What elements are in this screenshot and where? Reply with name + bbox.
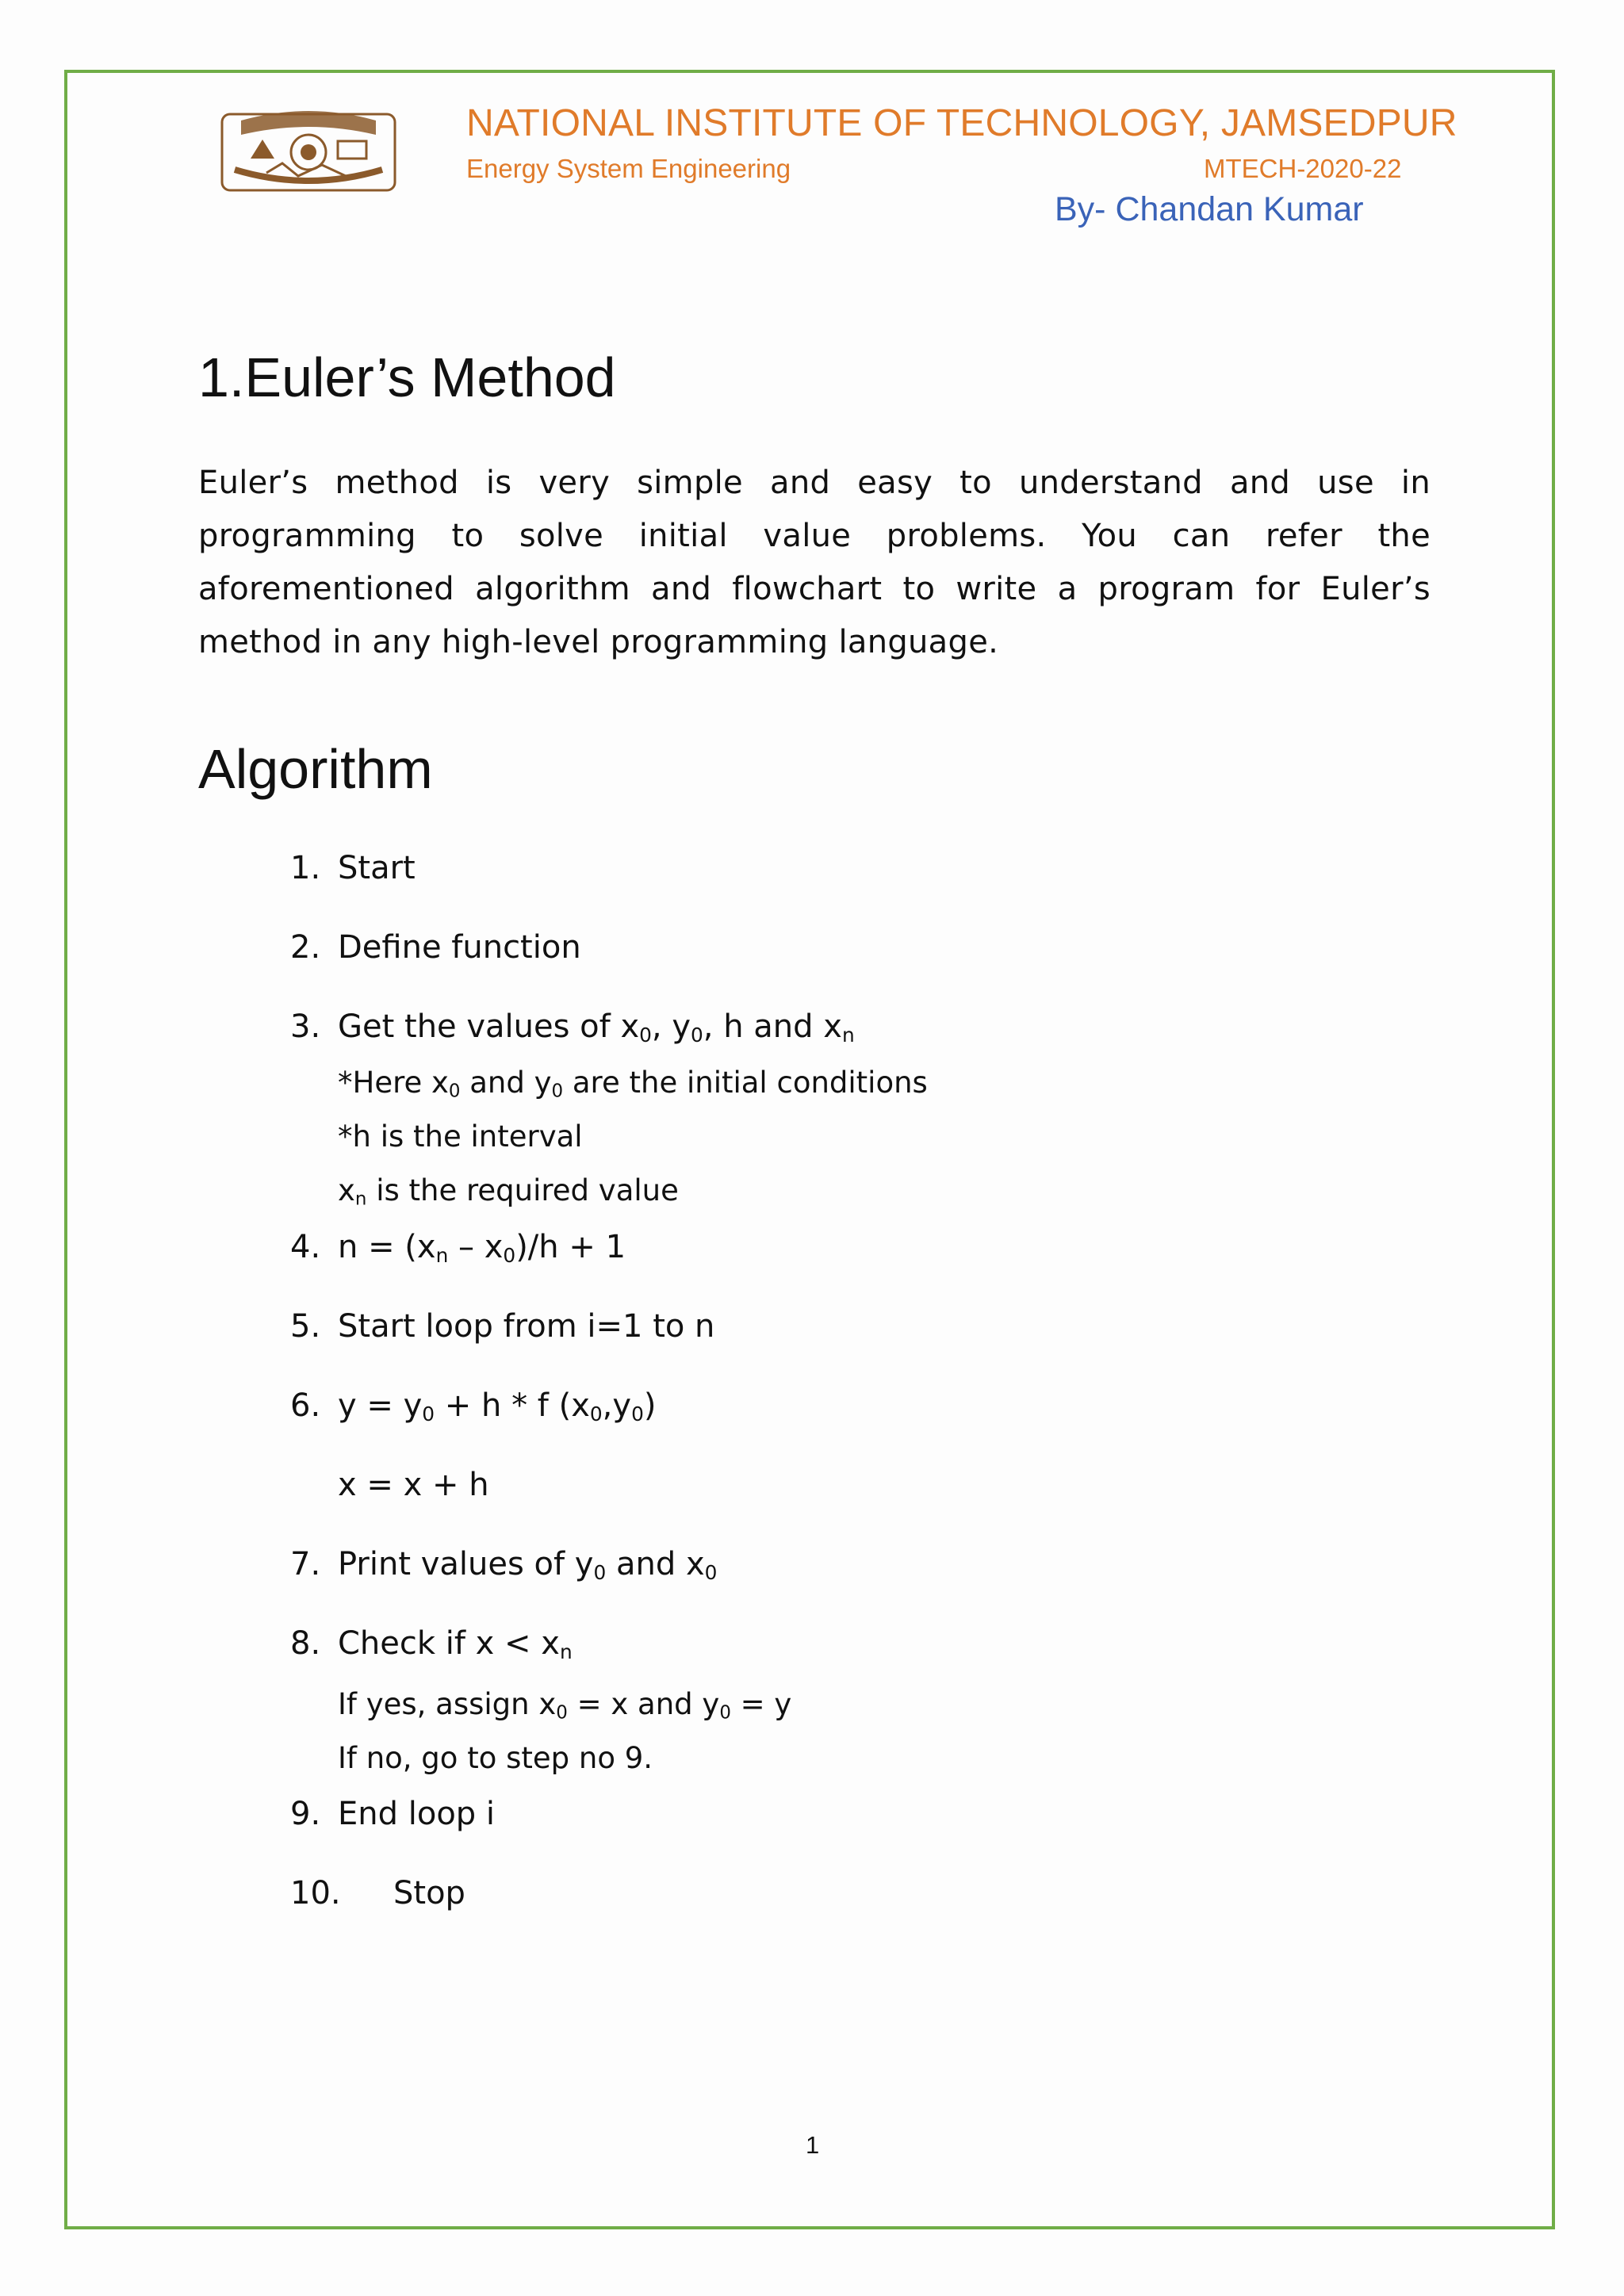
step-note: $x_n$ is the required value — [338, 1173, 679, 1210]
step-text: $n = (x_n - x_0)/h + 1$ — [338, 1229, 626, 1268]
algorithm-title: Algorithm — [198, 738, 433, 800]
step-number: 4. — [290, 1229, 321, 1265]
step-number: 5. — [290, 1308, 321, 1345]
step-number: 1. — [290, 850, 321, 886]
step-number: 10. — [290, 1875, 341, 1911]
step-number: 2. — [290, 929, 321, 966]
step-note: *Here $x_0$ and $y_0$ are the initial conditions — [338, 1066, 928, 1102]
step-note: If no, go to step no 9. — [338, 1741, 653, 1775]
section-title: 1.Euler’s Method — [198, 346, 616, 408]
institute-name: NATIONAL INSTITUTE OF TECHNOLOGY, JAMSEDPUR — [466, 102, 1457, 144]
step-text: Define function — [338, 929, 581, 966]
page-number: 1 — [806, 2131, 820, 2159]
step-number: 8. — [290, 1625, 321, 1662]
institute-logo-icon — [219, 103, 398, 197]
step-text: Print values of $y_0$ and $x_0$ — [338, 1546, 718, 1585]
step-text: Start loop from i=1 to n — [338, 1308, 715, 1345]
step-text: Start — [338, 850, 416, 886]
step-text: Stop — [393, 1875, 465, 1911]
step-number: 7. — [290, 1546, 321, 1582]
step-note: If yes, assign $x_0 = x$ and $y_0 = y$ — [338, 1687, 792, 1724]
author-name: By- Chandan Kumar — [1055, 190, 1364, 228]
step-text: Check if $x < x_n$ — [338, 1625, 573, 1664]
step-number: 9. — [290, 1796, 321, 1832]
department-name: Energy System Engineering — [466, 154, 791, 183]
step-number: 6. — [290, 1387, 321, 1424]
step-continuation: x = x + h — [338, 1467, 489, 1503]
step-note: *h is the interval — [338, 1119, 583, 1154]
step-text: End loop i — [338, 1796, 496, 1832]
step-text: Get the values of $x_0$, $y_0$, h and $x_n$ — [338, 1008, 855, 1047]
batch-label: MTECH-2020-22 — [1204, 154, 1402, 183]
step-text: $y = y_0 + h * f$ $(x_0,y_0)$ — [338, 1387, 657, 1426]
step-number: 3. — [290, 1008, 321, 1045]
intro-paragraph: Euler’s method is very simple and easy to understand and use in programming to solve initial value problems. You can refer the aforementioned algorithm and flowchart to write a program for Euler’s method in any high-level programming language. — [198, 465, 1431, 660]
